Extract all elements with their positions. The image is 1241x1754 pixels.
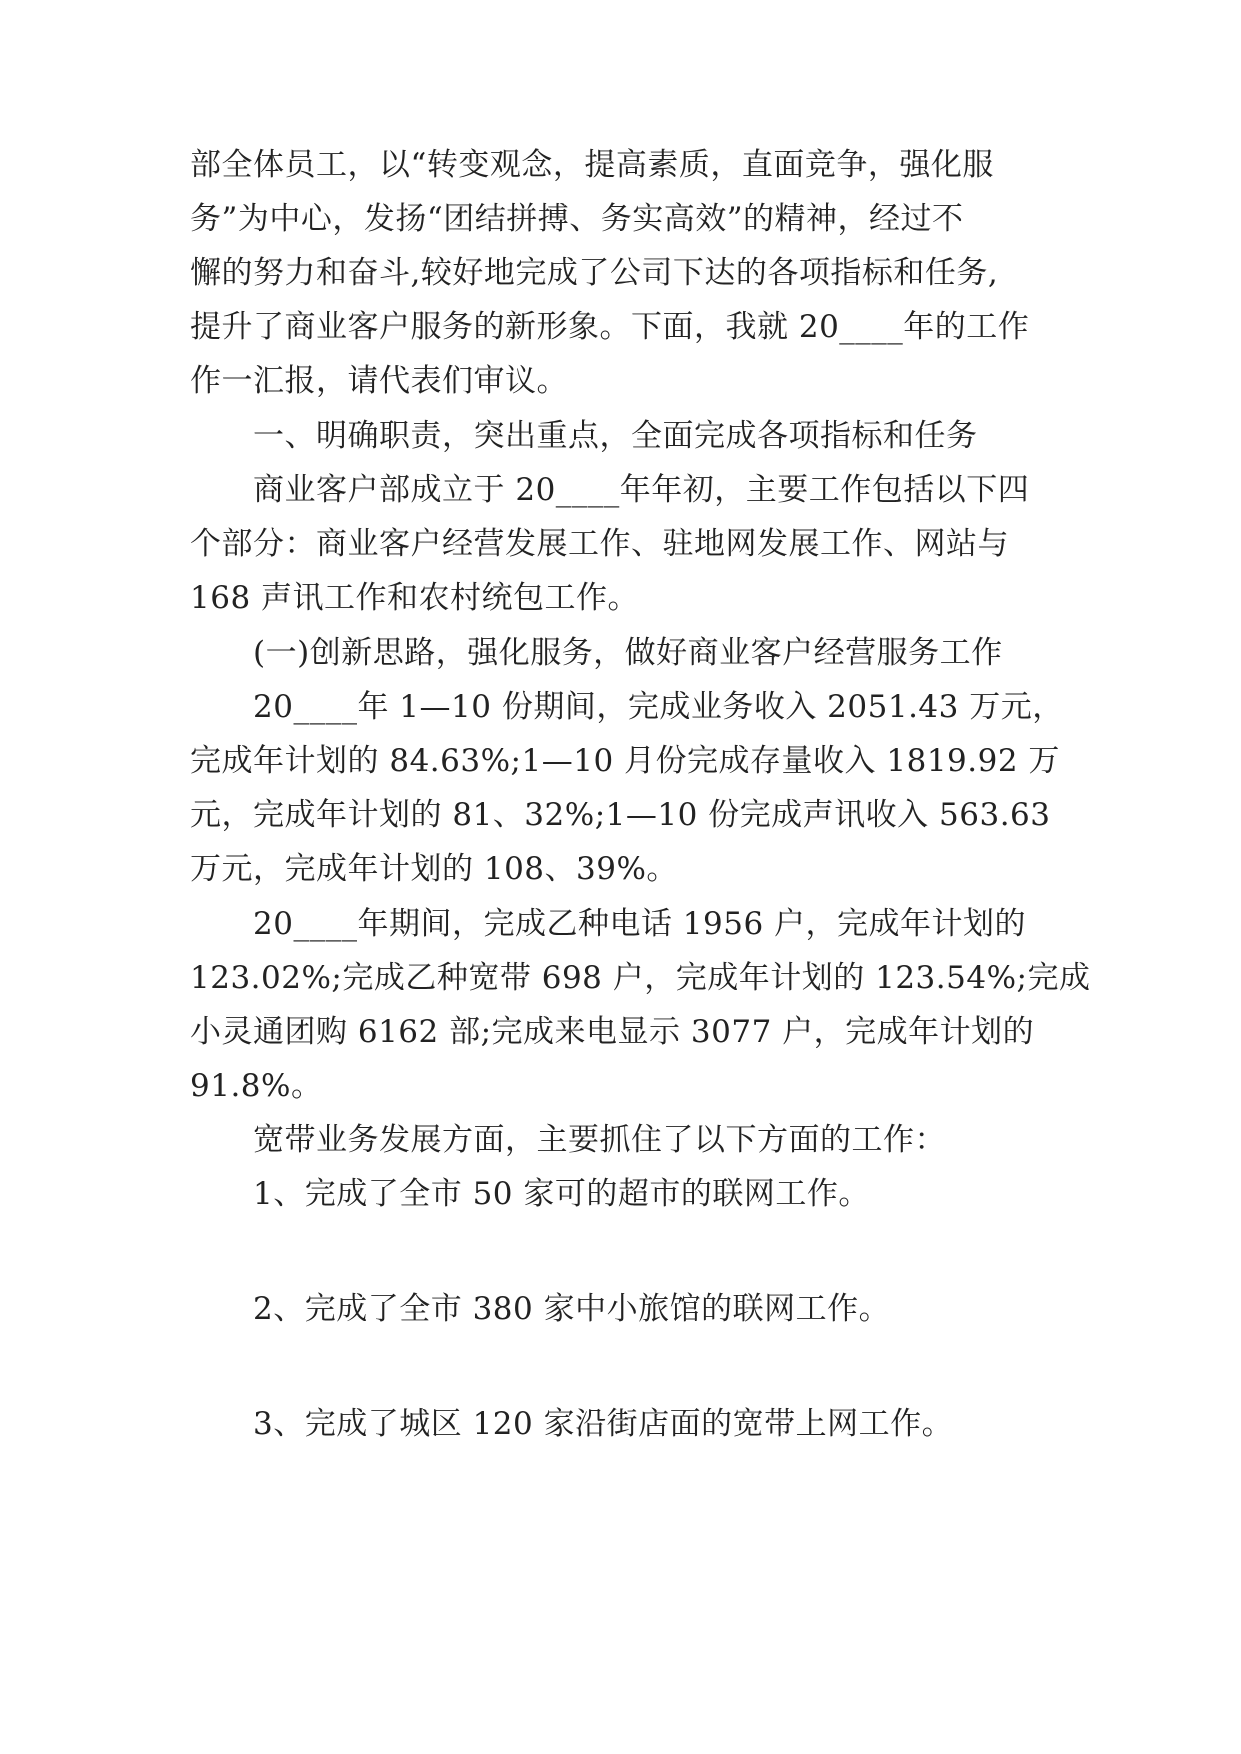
list-item: 2、完成了全市 380 家中小旅馆的联网工作。 xyxy=(253,1291,891,1327)
text-line: 作一汇报，请代表们审议。 xyxy=(190,363,568,399)
text-line: 懈的努力和奋斗,较好地完成了公司下达的各项指标和任务, xyxy=(190,255,999,291)
text-line: 123.02%;完成乙种宽带 698 户，完成年计划的 123.54%;完成 xyxy=(190,960,1091,996)
text-line: 宽带业务发展方面，主要抓住了以下方面的工作： xyxy=(253,1122,946,1158)
text-line: 168 声讯工作和农村统包工作。 xyxy=(190,580,640,616)
text-line: 提升了商业客户服务的新形象。下面，我就 20____年的工作 xyxy=(190,309,1030,345)
text-line: 部全体员工，以“转变观念，提高素质，直面竞争，强化服 xyxy=(190,147,994,183)
text-line: 20____年 1—10 份期间，完成业务收入 2051.43 万元， xyxy=(253,689,1064,725)
list-item: 1、完成了全市 50 家可的超市的联网工作。 xyxy=(253,1176,870,1212)
text-line: 务”为中心，发扬“团结拼搏、务实高效”的精神，经过不 xyxy=(190,201,964,237)
list-item: 3、完成了城区 120 家沿街店面的宽带上网工作。 xyxy=(253,1406,954,1442)
text-line: 91.8%。 xyxy=(190,1068,323,1104)
text-line: 小灵通团购 6162 部;完成来电显示 3077 户，完成年计划的 xyxy=(190,1014,1035,1050)
text-line: 完成年计划的 84.63%;1—10 月份完成存量收入 1819.92 万 xyxy=(190,743,1060,779)
text-line: 个部分：商业客户经营发展工作、驻地网发展工作、网站与 xyxy=(190,526,1009,562)
section-heading: 一、明确职责，突出重点，全面完成各项指标和任务 xyxy=(253,418,978,454)
text-line: 20____年期间，完成乙种电话 1956 户，完成年计划的 xyxy=(253,906,1027,942)
subsection-heading: (一)创新思路，强化服务，做好商业客户经营服务工作 xyxy=(253,635,1003,671)
text-line: 元，完成年计划的 81、32%;1—10 份完成声讯收入 563.63 xyxy=(190,797,1051,833)
text-line: 万元，完成年计划的 108、39%。 xyxy=(190,851,678,887)
text-line: 商业客户部成立于 20____年年初，主要工作包括以下四 xyxy=(253,472,1030,508)
